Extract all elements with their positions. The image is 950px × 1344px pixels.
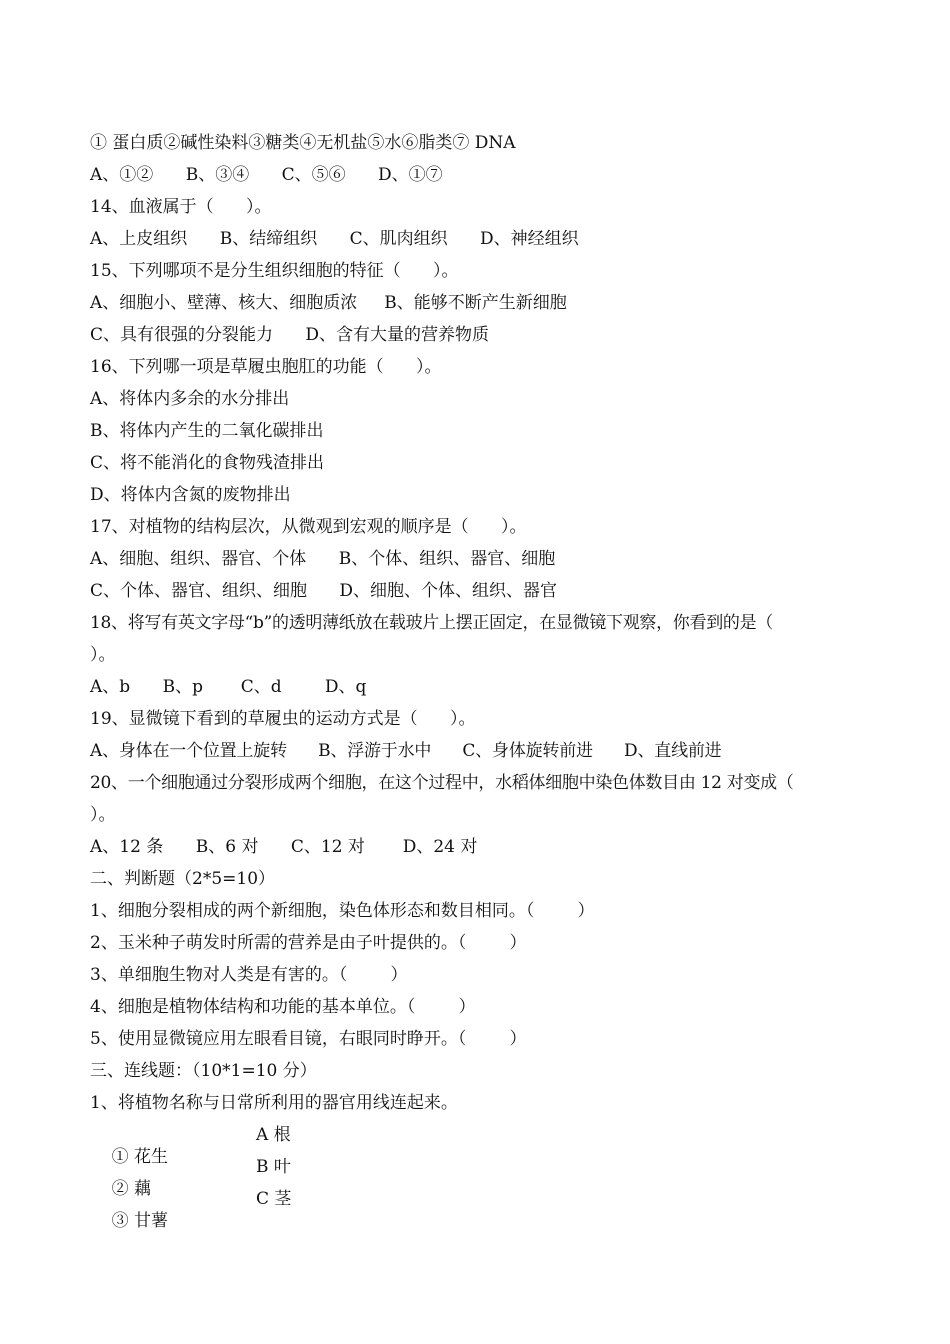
matching-right-item: A 根 bbox=[256, 1125, 291, 1145]
question-20-continued: ）。 bbox=[90, 805, 116, 825]
judge-question-1: 1、细胞分裂相成的两个新细胞，染色体形态和数目相同。（ ） bbox=[90, 901, 595, 921]
section-2-heading: 二、判断题（2*5=10） bbox=[90, 869, 276, 889]
question-19: 19、显微镜下看到的草履虫的运动方式是（ ）。 bbox=[90, 709, 476, 729]
option-list-text: ① 蛋白质②碱性染料③糖类④无机盐⑤水⑥脂类⑦ DNA bbox=[90, 133, 516, 153]
judge-question-3: 3、单细胞生物对人类是有害的。（ ） bbox=[90, 965, 408, 985]
question-20-options: A、12 条 B、6 对 C、12 对 D、24 对 bbox=[90, 837, 478, 857]
question-15-options-ab: A、细胞小、壁薄、核大、细胞质浓 B、能够不断产生新细胞 bbox=[90, 293, 567, 313]
question-15: 15、下列哪项不是分生组织细胞的特征（ ）。 bbox=[90, 261, 459, 281]
question-18-continued: ）。 bbox=[90, 645, 116, 665]
matching-question-1: 1、将植物名称与日常所利用的器官用线连起来。 bbox=[90, 1093, 458, 1113]
judge-question-5: 5、使用显微镜应用左眼看目镜，右眼同时睁开。（ ） bbox=[90, 1029, 527, 1049]
question-16: 16、下列哪一项是草履虫胞肛的功能（ ）。 bbox=[90, 357, 442, 377]
matching-row bbox=[90, 1188, 870, 1231]
question-16-option-d: D、将体内含氮的废物排出 bbox=[90, 485, 291, 505]
question-16-option-b: B、将体内产生的二氧化碳排出 bbox=[90, 421, 324, 441]
question-17-options-ab: A、细胞、组织、器官、个体 B、个体、组织、器官、细胞 bbox=[90, 549, 556, 569]
question-19-options: A、身体在一个位置上旋转 B、浮游于水中 C、身体旋转前进 D、直线前进 bbox=[90, 741, 722, 761]
section-3-heading: 三、连线题：（10*1=10 分） bbox=[90, 1061, 317, 1081]
question-20: 20、一个细胞通过分裂形成两个细胞，在这个过程中，水稻体细胞中染色体数目由 12 对变成（ bbox=[90, 773, 794, 793]
matching-right-item: C 茎 bbox=[256, 1189, 292, 1209]
question-13-options: A、①② B、③④ C、⑤⑥ D、①⑦ bbox=[90, 165, 443, 185]
question-16-option-a: A、将体内多余的水分排出 bbox=[90, 389, 290, 409]
matching-left-item: ② 藕 bbox=[111, 1179, 152, 1199]
matching-right-item: B 叶 bbox=[256, 1157, 291, 1177]
question-18: 18、将写有英文字母“b”的透明薄纸放在载玻片上摆正固定，在显微镜下观察，你看到的是（ bbox=[90, 613, 773, 633]
judge-question-2: 2、玉米种子萌发时所需的营养是由子叶提供的。（ ） bbox=[90, 933, 527, 953]
question-16-option-c: C、将不能消化的食物残渣排出 bbox=[90, 453, 325, 473]
judge-question-4: 4、细胞是植物体结构和功能的基本单位。（ ） bbox=[90, 997, 476, 1017]
question-15-options-cd: C、具有很强的分裂能力 D、含有大量的营养物质 bbox=[90, 325, 490, 345]
matching-left-item: ③ 甘薯 bbox=[111, 1211, 169, 1231]
matching-left-item: ① 花生 bbox=[111, 1147, 169, 1167]
question-17: 17、对植物的结构层次，从微观到宏观的顺序是（ ）。 bbox=[90, 517, 527, 537]
question-17-options-cd: C、个体、器官、组织、细胞 D、细胞、个体、组织、器官 bbox=[90, 581, 558, 601]
question-18-options: A、b B、p C、d D、q bbox=[90, 677, 367, 697]
question-14-options: A、上皮组织 B、结缔组织 C、肌肉组织 D、神经组织 bbox=[90, 229, 579, 249]
question-14: 14、血液属于（ ）。 bbox=[90, 197, 272, 217]
